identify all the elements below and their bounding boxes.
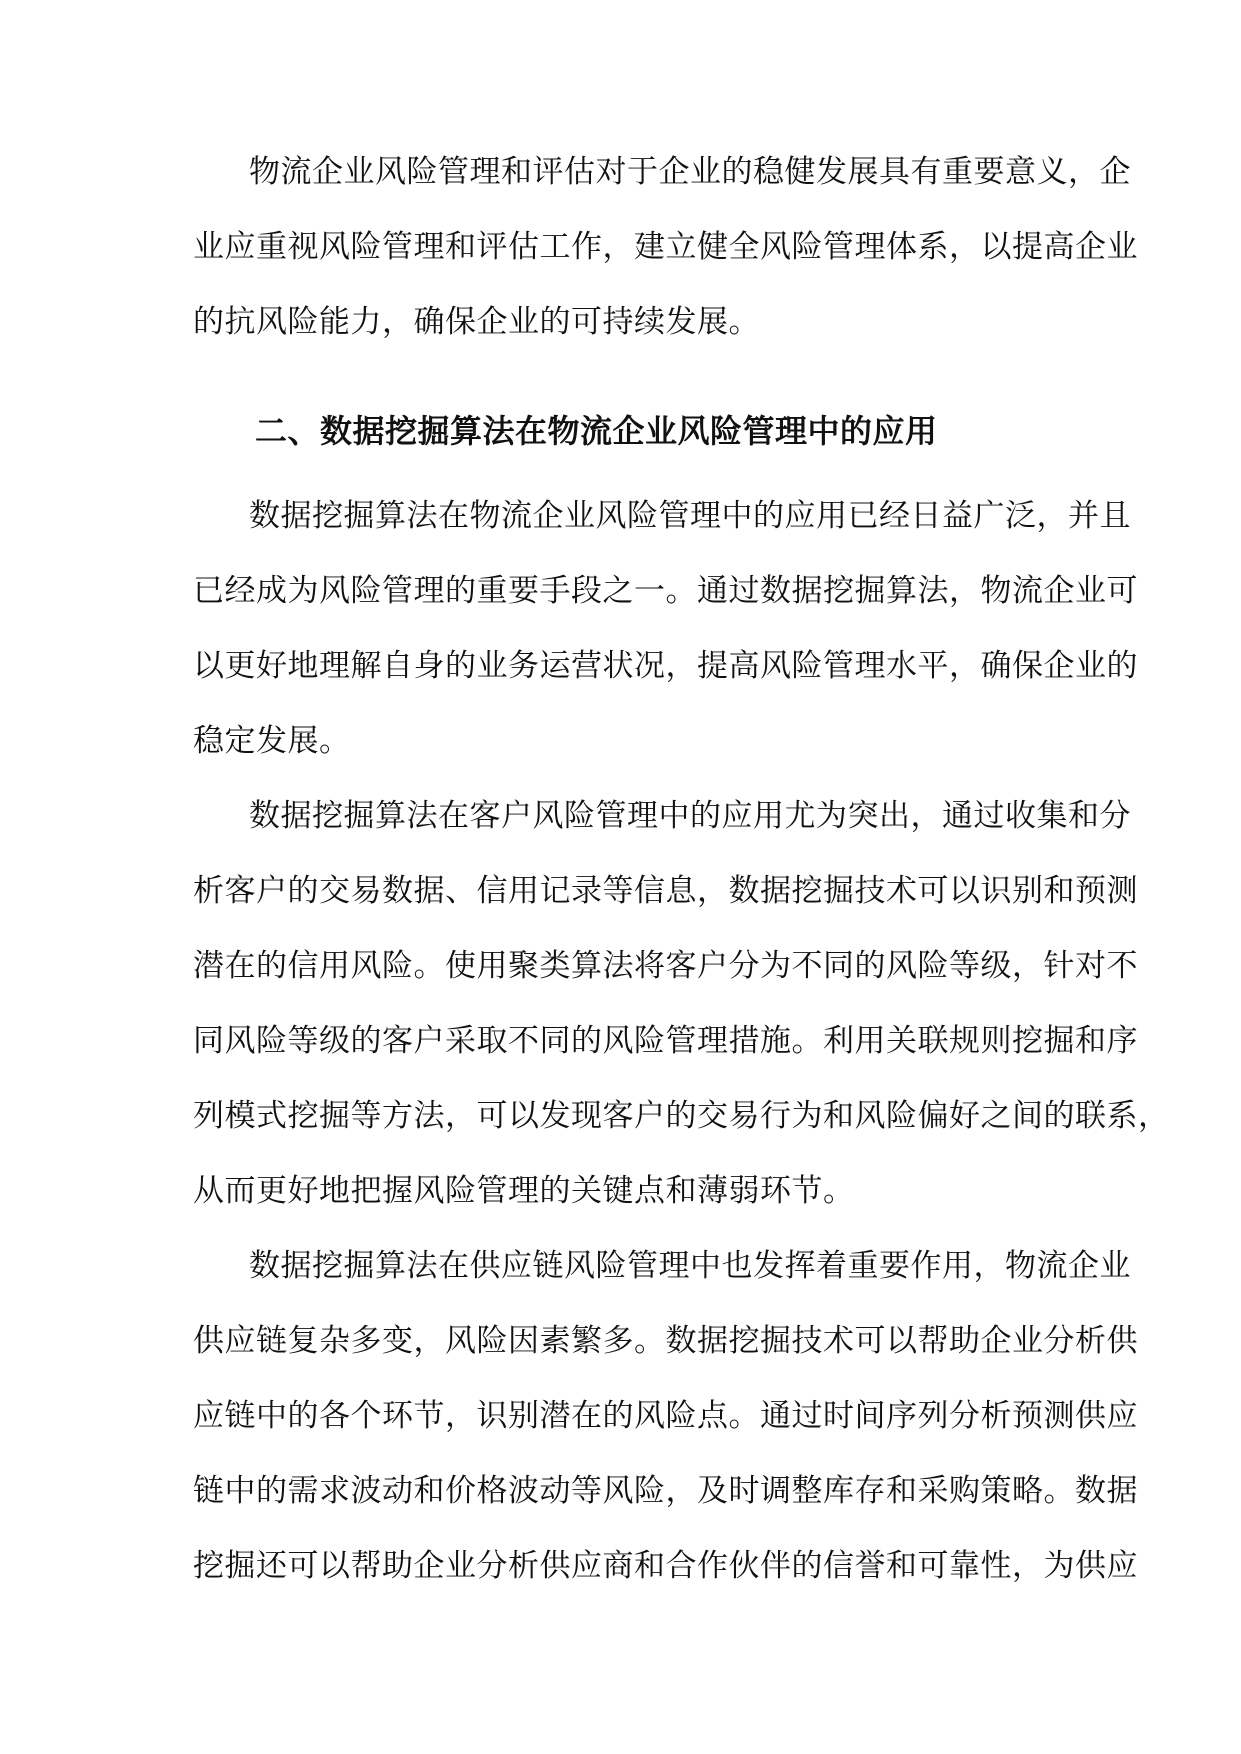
paragraph-line: 析客户的交易数据、信用记录等信息，数据挖掘技术可以识别和预测 xyxy=(193,873,1138,909)
paragraph-line: 潜在的信用风险。使用聚类算法将客户分为不同的风险等级，针对不 xyxy=(193,948,1138,984)
paragraph-line: 供应链复杂多变，风险因素繁多。数据挖掘技术可以帮助企业分析供 xyxy=(193,1323,1138,1359)
paragraph-line: 列模式挖掘等方法，可以发现客户的交易行为和风险偏好之间的联系， xyxy=(193,1098,1170,1134)
section-heading: 二、数据挖掘算法在物流企业风险管理中的应用 xyxy=(255,412,938,450)
paragraph-line: 数据挖掘算法在物流企业风险管理中的应用已经日益广泛，并且 xyxy=(249,498,1131,534)
paragraph-line: 数据挖掘算法在客户风险管理中的应用尤为突出，通过收集和分 xyxy=(249,798,1131,834)
paragraph-line: 业应重视风险管理和评估工作，建立健全风险管理体系，以提高企业 xyxy=(193,229,1138,265)
paragraph-line: 以更好地理解自身的业务运营状况，提高风险管理水平，确保企业的 xyxy=(193,648,1138,684)
paragraph-line: 已经成为风险管理的重要手段之一。通过数据挖掘算法，物流企业可 xyxy=(193,573,1138,609)
paragraph-line: 稳定发展。 xyxy=(193,723,351,759)
paragraph-line: 同风险等级的客户采取不同的风险管理措施。利用关联规则挖掘和序 xyxy=(193,1023,1138,1059)
paragraph-line: 物流企业风险管理和评估对于企业的稳健发展具有重要意义，企 xyxy=(249,154,1131,190)
paragraph-line: 数据挖掘算法在供应链风险管理中也发挥着重要作用，物流企业 xyxy=(249,1248,1131,1284)
paragraph-line: 链中的需求波动和价格波动等风险，及时调整库存和采购策略。数据 xyxy=(193,1473,1138,1509)
paragraph-line: 应链中的各个环节，识别潜在的风险点。通过时间序列分析预测供应 xyxy=(193,1398,1138,1434)
paragraph-line: 的抗风险能力，确保企业的可持续发展。 xyxy=(193,304,760,340)
paragraph-line: 从而更好地把握风险管理的关键点和薄弱环节。 xyxy=(193,1173,855,1209)
paragraph-line: 挖掘还可以帮助企业分析供应商和合作伙伴的信誉和可靠性，为供应 xyxy=(193,1548,1138,1584)
